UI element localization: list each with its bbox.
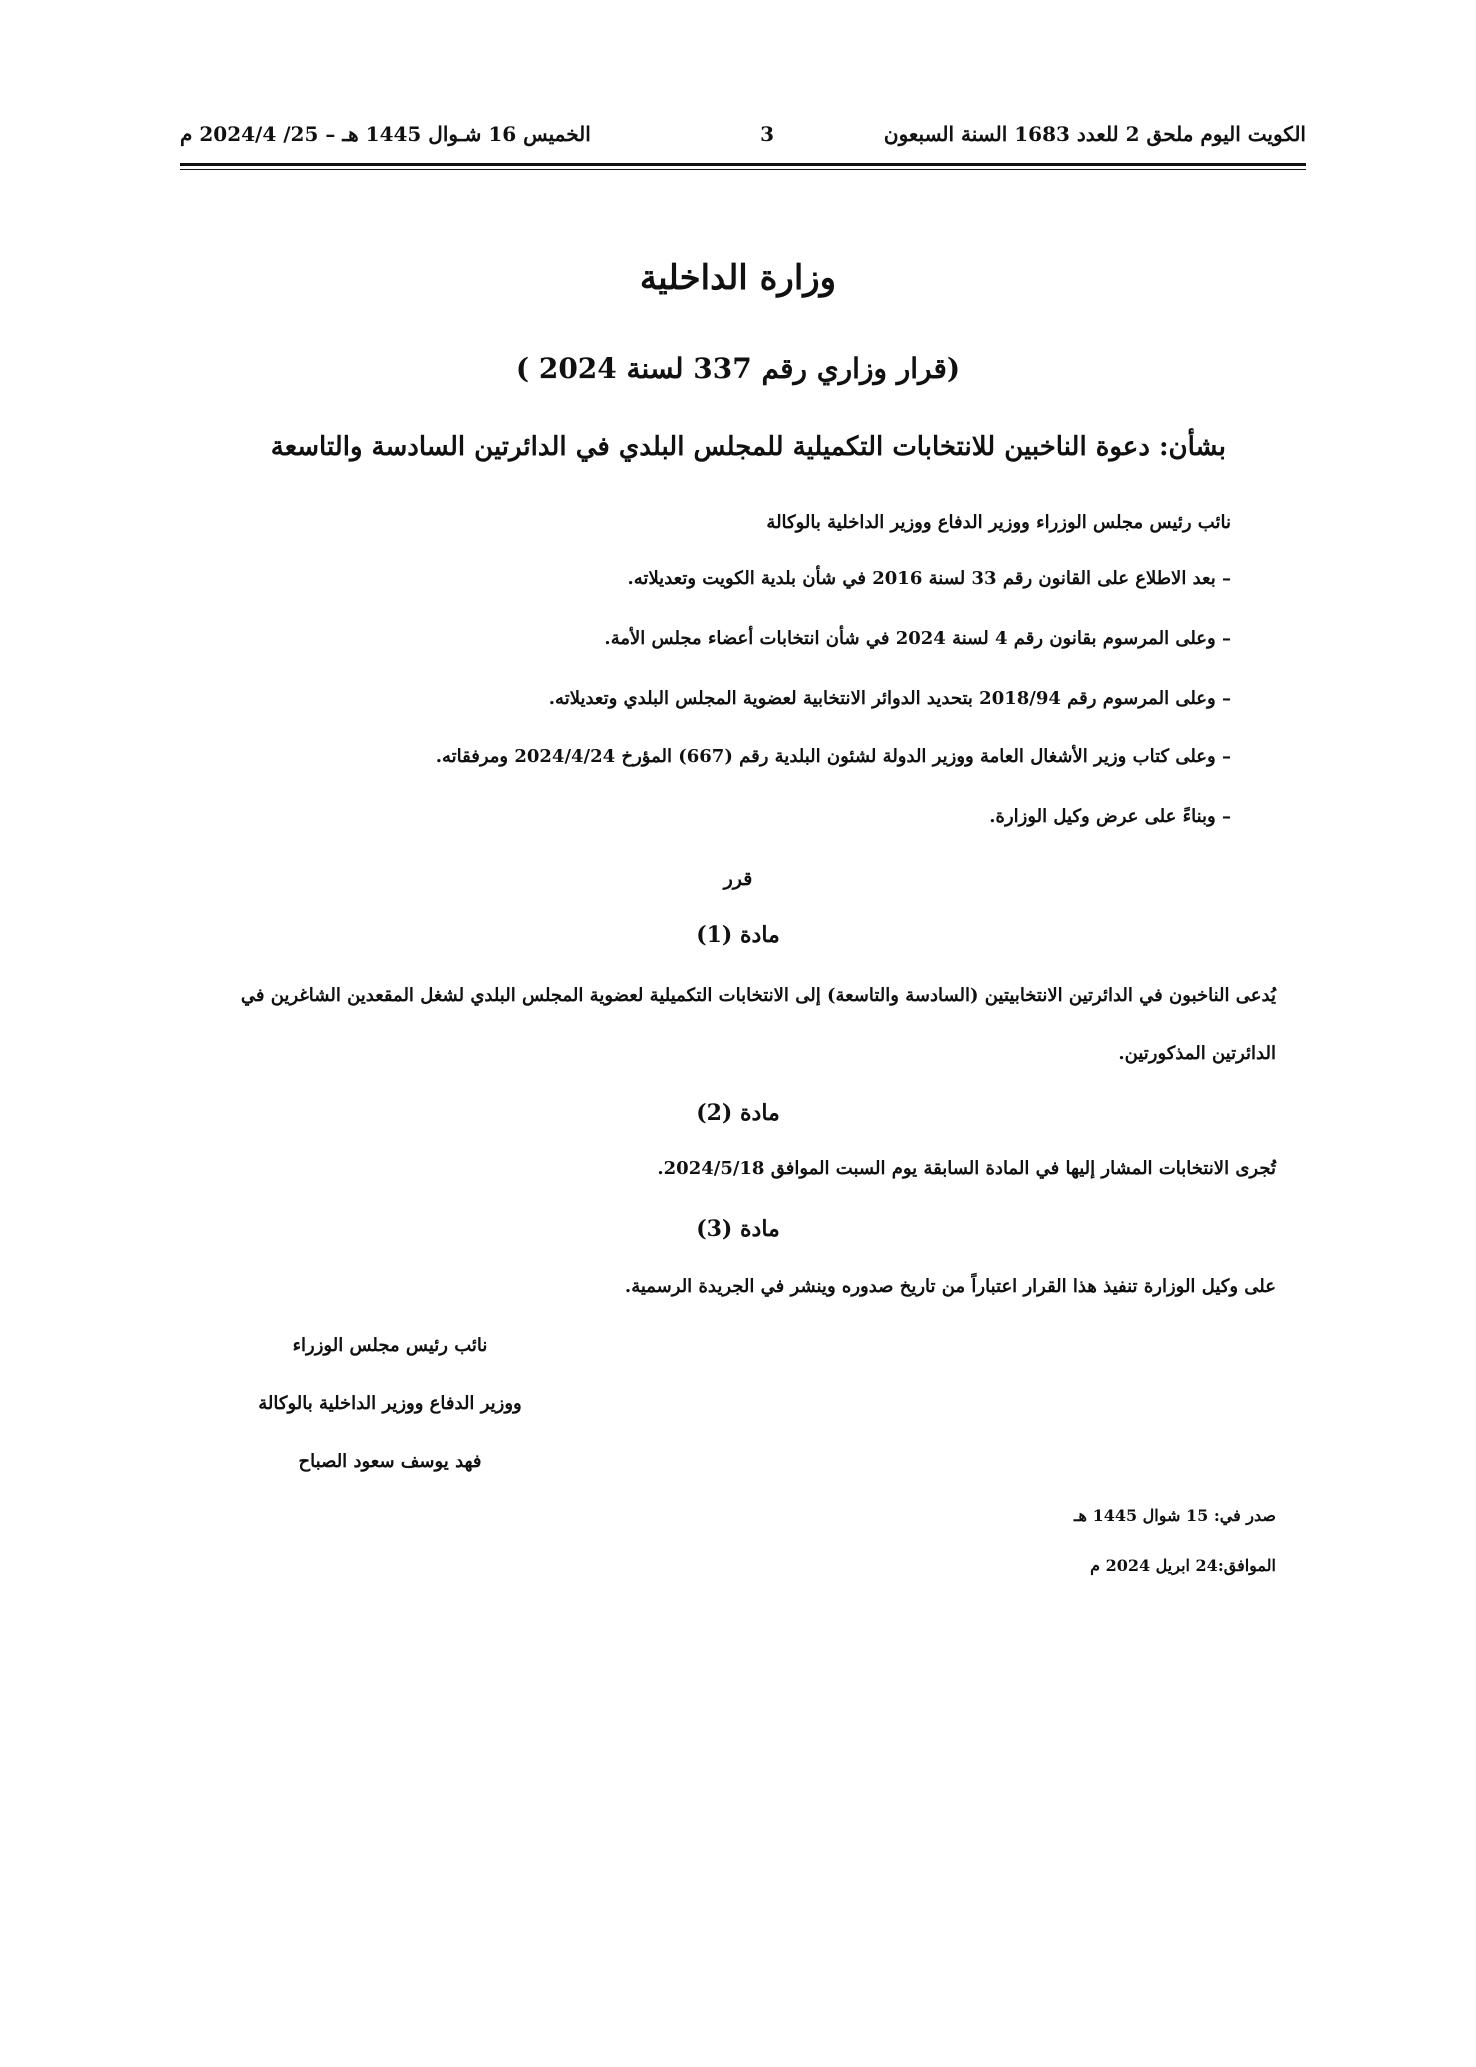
decree-title: (قرار وزاري رقم 337 لسنة 2024 ) — [515, 352, 961, 385]
header-date: الخميس 16 شـوال 1445 هـ – 25/ 2024/4 م — [180, 122, 591, 146]
issued-gregorian-date: الموافق:24 ابريل 2024 م — [1090, 1556, 1276, 1575]
article-1-text: يُدعى الناخبون في الدائرتين الانتخابيتين (السادسة والتاسعة) إلى الانتخابات التكميلية لعضوية المجلس البلدي لشغل المقعدين الشاغرين في — [240, 985, 1276, 1006]
gazette-issue-info: الكويت اليوم ملحق 2 للعدد 1683 السنة السبعون — [883, 122, 1306, 146]
header-rule-thin — [180, 169, 1306, 170]
preamble-item: – وبناءً على عرض وكيل الوزارة. — [989, 806, 1231, 827]
preamble-item: – وعلى المرسوم رقم 2018/94 بتحديد الدوائر الانتخابية لعضوية المجلس البلدي وتعديلاته. — [548, 688, 1231, 709]
page-number: 3 — [760, 122, 774, 146]
ministry-title: وزارة الداخلية — [639, 258, 837, 298]
article-2-text: تُجرى الانتخابات المشار إليها في المادة السابقة يوم السبت الموافق 2024/5/18. — [657, 1158, 1276, 1179]
article-3-heading: مادة (3) — [696, 1216, 780, 1242]
article-1-heading: مادة (1) — [696, 922, 780, 948]
issuer-line: نائب رئيس مجلس الوزراء ووزير الدفاع ووزير الداخلية بالوكالة — [766, 512, 1231, 533]
decree-subject: بشأن: دعوة الناخبين للانتخابات التكميلية للمجلس البلدي في الدائرتين السادسة والتاسعة — [270, 432, 1226, 462]
signatory-name: فهد يوسف سعود الصباح — [298, 1451, 482, 1472]
signature-title-line1: نائب رئيس مجلس الوزراء — [292, 1335, 488, 1356]
decided-heading: قرر — [723, 868, 753, 890]
article-3-text: على وكيل الوزارة تنفيذ هذا القرار اعتباراً من تاريخ صدوره وينشر في الجريدة الرسمية. — [624, 1276, 1276, 1297]
preamble-item: – بعد الاطلاع على القانون رقم 33 لسنة 2016 في شأن بلدية الكويت وتعديلاته. — [627, 568, 1231, 589]
header-rule-thick — [180, 163, 1306, 166]
running-header — [180, 122, 1306, 156]
preamble-item: – وعلى كتاب وزير الأشغال العامة ووزير الدولة لشئون البلدية رقم (667) المؤرخ 2024/4/24 ومرفقاته. — [435, 746, 1231, 767]
signature-title-line2: ووزير الدفاع ووزير الداخلية بالوكالة — [258, 1393, 522, 1414]
issued-hijri-date: صدر في: 15 شوال 1445 هـ — [1073, 1506, 1276, 1525]
article-1-text-cont: الدائرتين المذكورتين. — [1118, 1043, 1276, 1064]
article-2-heading: مادة (2) — [696, 1100, 780, 1126]
preamble-item: – وعلى المرسوم بقانون رقم 4 لسنة 2024 في شأن انتخابات أعضاء مجلس الأمة. — [604, 628, 1231, 649]
